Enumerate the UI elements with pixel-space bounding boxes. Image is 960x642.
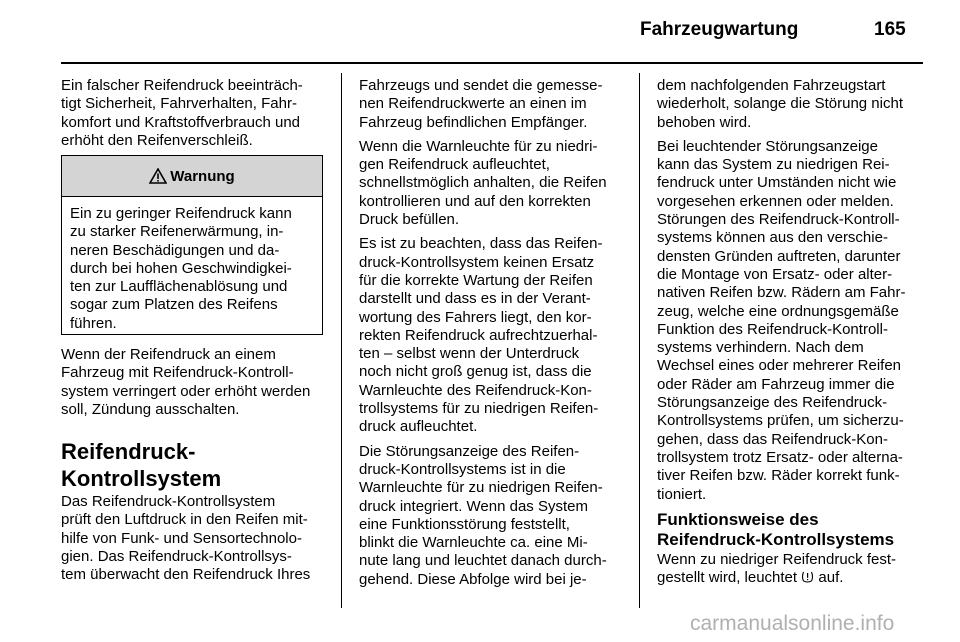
text-line: zeug, welche eine ordnungsgemäße bbox=[657, 302, 899, 320]
column-3 bbox=[657, 77, 925, 510]
heading-line: Reifendruck- bbox=[61, 439, 196, 464]
heading-line: Funktionsweise des bbox=[657, 510, 819, 529]
paragraph bbox=[359, 77, 625, 132]
text-line: gehend. Diese Abfolge wird bei je- bbox=[359, 570, 587, 588]
text-line: kann das System zu niedrigen Rei- bbox=[657, 156, 890, 174]
text-line: Es ist zu beachten, dass das Reifen- bbox=[359, 235, 603, 253]
text-line: wortung des Fahrers liegt, den kor- bbox=[359, 308, 592, 326]
header-rule bbox=[61, 62, 923, 64]
paragraph bbox=[657, 138, 925, 504]
watermark: carmanualsonline.info bbox=[690, 612, 895, 635]
column-divider bbox=[341, 73, 342, 608]
text-line: trollsystems für zu niedrigen Reifen- bbox=[359, 400, 599, 418]
text-line: tigt Sicherheit, Fahrverhalten, Fahr- bbox=[61, 95, 297, 113]
text-line: hilfe von Funk- und Sensortechnolo- bbox=[61, 529, 302, 547]
text-line: noch nicht groß genug ist, dass die bbox=[359, 363, 592, 381]
text-line: wiederholt, solange die Störung nicht bbox=[657, 95, 903, 113]
text-line: schnellstmöglich anhalten, die Reifen bbox=[359, 174, 607, 192]
text-line: rekten Reifendruck aufrechtzuerhal- bbox=[359, 326, 598, 344]
text-line: Wenn die Warnleuchte für zu niedri- bbox=[359, 137, 598, 155]
column-1-intro bbox=[61, 77, 326, 150]
text-line: nativen Reifen bzw. Rädern am Fahr- bbox=[657, 284, 906, 302]
text-line: komfort und Kraftstoffverbrauch und bbox=[61, 113, 301, 131]
text-line: neren Beschädigungen und da- bbox=[70, 241, 280, 259]
text-line: ten – selbst wenn der Unterdruck bbox=[359, 345, 580, 363]
text-line: Bei leuchtender Störungsanzeige bbox=[657, 137, 878, 155]
text-line: Funktion des Reifendruck-Kontroll- bbox=[657, 320, 888, 338]
text-line: Fahrzeugs und sendet die gemesse- bbox=[359, 77, 603, 94]
section-heading bbox=[61, 438, 221, 492]
text-line: Störungen des Reifendruck-Kontroll- bbox=[657, 211, 900, 229]
text-line: Die Störungsanzeige des Reifen- bbox=[359, 442, 580, 460]
text-line: gen Reifendruck aufleuchtet, bbox=[359, 156, 550, 174]
text-line: durch bei hohen Geschwindigkei- bbox=[70, 259, 292, 277]
text-line: dem nachfolgenden Fahrzeugstart bbox=[657, 77, 886, 94]
text-fragment: auf. bbox=[818, 569, 844, 587]
text-line: soll, Zündung ausschalten. bbox=[61, 400, 240, 418]
text-line: die Montage von Ersatz- oder alter- bbox=[657, 265, 893, 283]
text-line: zu starker Reifenerwärmung, in- bbox=[70, 223, 284, 241]
text-line: behoben wird. bbox=[657, 113, 752, 131]
text-line: Wechsel eines oder mehrerer Reifen bbox=[657, 357, 902, 375]
text-line: densten Gründen auftreten, darunter bbox=[657, 247, 901, 265]
text-line: Das Reifendruck-Kontrollsystem bbox=[61, 493, 276, 510]
text-line: für die korrekte Wartung der Reifen bbox=[359, 271, 593, 289]
text-line: erhöht den Reifenverschleiß. bbox=[61, 131, 253, 149]
text-line: druck-Kontrollsystems ist in die bbox=[359, 460, 566, 478]
text-line: Druck befüllen. bbox=[359, 211, 460, 229]
heading-line: Kontrollsystem bbox=[61, 466, 222, 491]
text-line: blinkt die Warnleuchte ca. eine Mi- bbox=[359, 534, 588, 552]
text-line-with-icon bbox=[657, 569, 925, 587]
text-line: prüft den Luftdruck in den Reifen mit- bbox=[61, 511, 308, 529]
heading-line: Reifendruck-Kontrollsystems bbox=[657, 530, 895, 549]
text-line: systems verhindern. Nach dem bbox=[657, 339, 864, 357]
paragraph bbox=[359, 235, 625, 436]
paragraph-after-warning bbox=[61, 346, 326, 419]
text-line: Störungsanzeige des Reifendruck- bbox=[657, 394, 888, 412]
text-line: Fahrzeug mit Reifendruck-Kontroll- bbox=[61, 364, 294, 382]
section-intro-paragraph bbox=[61, 493, 326, 584]
text-line: darstellt und dass es in der Verant- bbox=[359, 290, 591, 308]
text-line: gien. Das Reifendruck-Kontrollsys- bbox=[61, 547, 292, 565]
warning-title: Warnung bbox=[170, 167, 235, 185]
tire-pressure-warning-icon bbox=[801, 570, 814, 584]
text-line: fendruck unter Umständen nicht wie bbox=[657, 174, 897, 192]
text-line: system verringert oder erhöht werden bbox=[61, 382, 311, 400]
text-line: tem überwacht den Reifendruck Ihres bbox=[61, 566, 311, 584]
text-line: tiver Reifen bzw. Räder korrekt funk- bbox=[657, 467, 900, 485]
text-line: Kontrollsystems prüfen, um sicherzu- bbox=[657, 412, 904, 430]
subsection-heading bbox=[657, 510, 894, 550]
text-line: trollsystem trotz Ersatz- oder alterna- bbox=[657, 448, 903, 466]
warning-header bbox=[62, 156, 322, 197]
column-2 bbox=[359, 77, 625, 595]
text-fragment: gestellt wird, leuchtet bbox=[657, 569, 798, 587]
text-line: Warnleuchte für zu niedrigen Reifen- bbox=[359, 479, 603, 497]
text-line: druck integriert. Wenn das System bbox=[359, 497, 588, 515]
text-line: Wenn der Reifendruck an einem bbox=[61, 346, 276, 363]
text-line: tioniert. bbox=[657, 485, 707, 503]
text-line: Ein falscher Reifendruck beeinträch- bbox=[61, 77, 303, 94]
text-line: führen. bbox=[70, 314, 117, 332]
text-line: ten zur Laufflächenablösung und bbox=[70, 278, 288, 296]
text-line: Warnleuchte des Reifendruck-Kon- bbox=[359, 381, 592, 399]
column-divider bbox=[639, 73, 640, 608]
text-line: Fahrzeug befindlichen Empfänger. bbox=[359, 113, 588, 131]
subsection-paragraph bbox=[657, 551, 925, 588]
text-line: druck aufleuchtet. bbox=[359, 418, 478, 436]
text-line: eine Funktionsstörung feststellt, bbox=[359, 515, 570, 533]
text-line: druck-Kontrollsystem keinen Ersatz bbox=[359, 253, 595, 271]
text-line: Wenn zu niedriger Reifendruck fest- bbox=[657, 551, 897, 568]
warning-box bbox=[61, 155, 323, 335]
paragraph bbox=[359, 138, 625, 229]
text-line: vorgesehen erkennen oder melden. bbox=[657, 192, 894, 210]
page-number: 165 bbox=[874, 19, 906, 40]
paragraph bbox=[657, 77, 925, 132]
text-line: nen Reifendruckwerte an einen im bbox=[359, 95, 587, 113]
page-header-title: Fahrzeugwartung bbox=[640, 19, 799, 40]
warning-triangle-icon bbox=[149, 168, 167, 184]
warning-body bbox=[62, 197, 322, 333]
text-line: oder Räder am Fahrzeug immer die bbox=[657, 375, 895, 393]
text-line: kontrollieren und auf den korrekten bbox=[359, 192, 591, 210]
text-line: systems können aus den verschie- bbox=[657, 229, 888, 247]
text-line: Ein zu geringer Reifendruck kann bbox=[70, 205, 292, 222]
paragraph bbox=[359, 443, 625, 589]
text-line: gehen, dass das Reifendruck-Kon- bbox=[657, 430, 888, 448]
text-line: nute lang und leuchtet danach durch- bbox=[359, 552, 607, 570]
text-line: sogar zum Platzen des Reifens bbox=[70, 296, 278, 314]
